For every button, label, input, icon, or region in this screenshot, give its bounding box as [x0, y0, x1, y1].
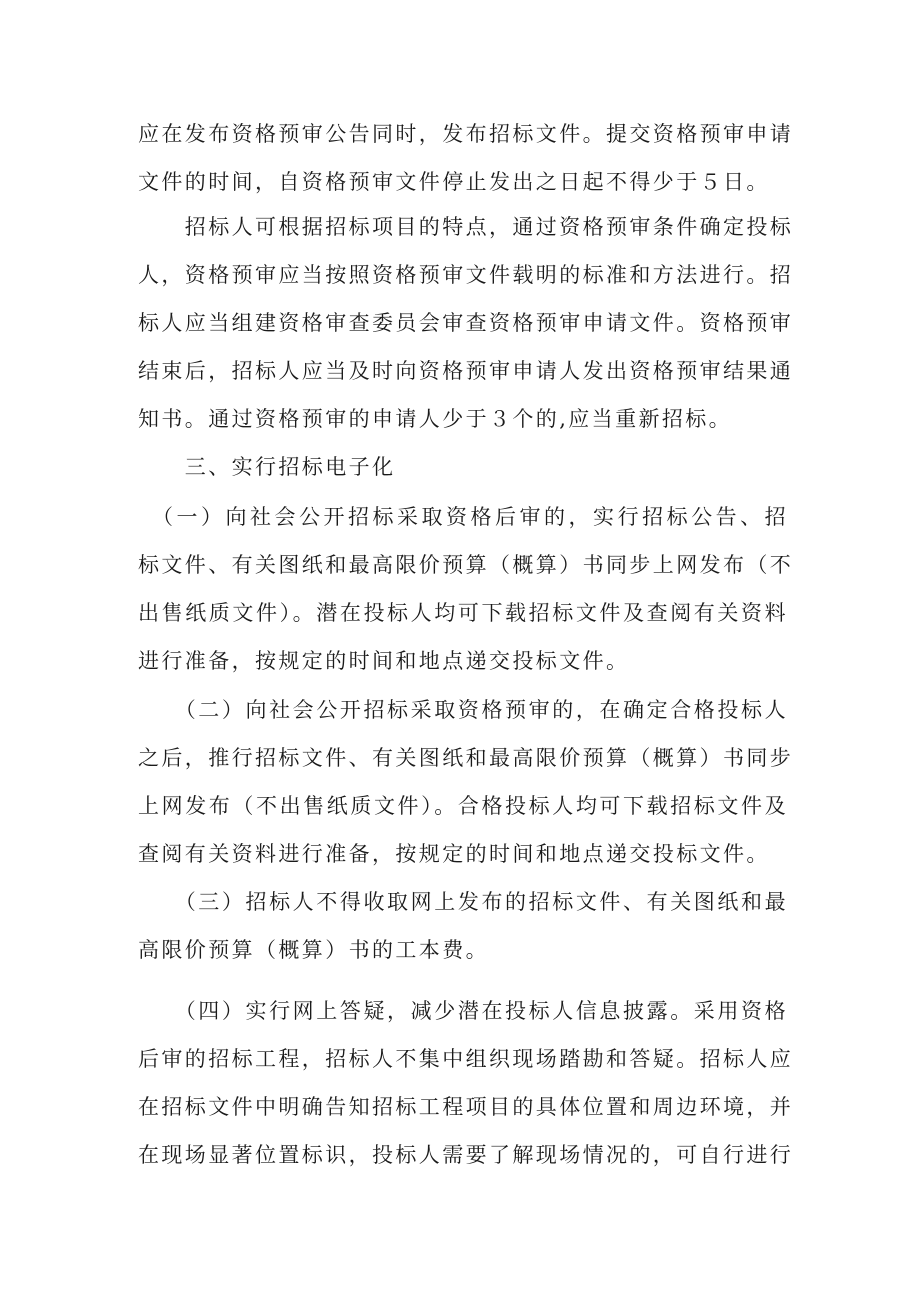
- text-line: 在招标文件中明确告知招标工程项目的具体位置和周边环境，并: [138, 1095, 794, 1119]
- text-line: 知书。通过资格预审的申请人少于３个的,应当重新招标。: [138, 407, 733, 431]
- paragraph-item-4: [138, 987, 794, 1179]
- text-line: 结束后，招标人应当及时向资格预审申请人发出资格预审结果通: [138, 359, 794, 383]
- text-line: 出售纸质文件）。潜在投标人均可下载招标文件及查阅有关资料: [138, 601, 788, 625]
- text-line: 招标人可根据招标项目的特点，通过资格预审条件确定投标: [138, 215, 794, 239]
- paragraph-item-1: [138, 493, 794, 685]
- text-line: 后审的招标工程，招标人不集中组织现场踏勘和答疑。招标人应: [138, 1047, 794, 1071]
- text-line: （四）实行网上答疑，减少潜在投标人信息披露。采用资格: [138, 999, 788, 1023]
- text-line: 查阅有关资料进行准备，按规定的时间和地点递交投标文件。: [138, 842, 770, 866]
- text-line: 应在发布资格预审公告同时，发布招标文件。提交资格预审申请: [138, 122, 794, 146]
- text-line: 人，资格预审应当按照资格预审文件载明的标准和方法进行。招: [138, 263, 794, 287]
- heading-line: 三、实行招标电子化: [138, 455, 396, 479]
- text-line: 标文件、有关图纸和最高限价预算（概算）书同步上网发布（不: [138, 553, 794, 577]
- text-line: 进行准备，按规定的时间和地点递交投标文件。: [138, 649, 630, 673]
- paragraph-item-2: [138, 686, 794, 878]
- paragraph-2: [138, 203, 794, 443]
- text-line: 文件的时间，自资格预审文件停止发出之日起不得少于５日。: [138, 170, 770, 194]
- text-line: （一）向社会公开招标采取资格后审的，实行招标公告、招: [138, 505, 788, 529]
- text-line: 标人应当组建资格审查委员会审查资格预审申请文件。资格预审: [138, 311, 794, 335]
- text-line: （三）招标人不得收取网上发布的招标文件、有关图纸和最: [138, 890, 788, 914]
- text-line: 之后，推行招标文件、有关图纸和最高限价预算（概算）书同步: [138, 746, 794, 770]
- paragraph-1: [138, 110, 794, 206]
- text-line: 在现场显著位置标识，投标人需要了解现场情况的，可自行进行: [138, 1143, 794, 1167]
- text-line: （二）向社会公开招标采取资格预审的，在确定合格投标人: [138, 698, 788, 722]
- text-line: 高限价预算（概算）书的工本费。: [138, 938, 489, 962]
- paragraph-item-3: [138, 878, 788, 974]
- section-heading: [138, 443, 788, 491]
- text-line: 上网发布（不出售纸质文件）。合格投标人均可下载招标文件及: [138, 794, 788, 818]
